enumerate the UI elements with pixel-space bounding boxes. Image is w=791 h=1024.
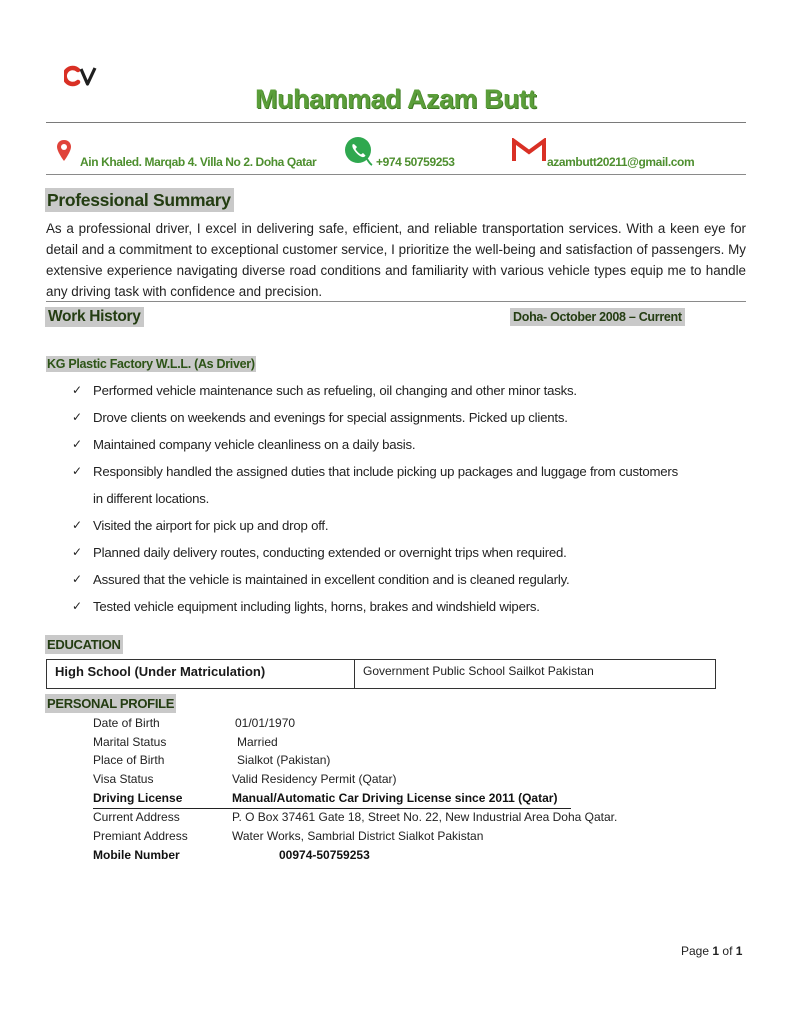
phone-icon: [343, 135, 375, 167]
page-number: Page 1 of 1: [681, 944, 743, 958]
checkmark-icon: ✓: [72, 410, 82, 424]
profile-row-dob: Date of Birth 01/01/1970: [93, 716, 296, 730]
duty-item: ✓ Performed vehicle maintenance such as refueling, oil changing and other minor tasks.: [72, 377, 752, 404]
duty-item: ✓ Assured that the vehicle is maintained in excellent condition and is cleaned regularly.: [72, 566, 752, 593]
profile-row-place-of-birth: Place of Birth Sialkot (Pakistan): [93, 753, 331, 768]
candidate-name: Muhammad Azam Butt: [254, 84, 536, 114]
checkmark-icon: ✓: [72, 464, 82, 478]
duty-item: ✓ Responsibly handled the assigned duties that include picking up packages and luggage from customers: [72, 458, 752, 485]
checkmark-icon: ✓: [72, 437, 82, 451]
work-history-heading: Work History: [45, 307, 144, 327]
education-institution: Government Public School Sailkot Pakistan: [363, 664, 594, 678]
gmail-icon: [512, 138, 546, 163]
duty-item: ✓ Drove clients on weekends and evenings for special assignments. Picked up clients.: [72, 404, 752, 431]
personal-profile-list: [93, 716, 618, 867]
duty-item-continuation: in different locations.: [93, 491, 210, 506]
profile-row-visa-status: Visa Status Valid Residency Permit (Qatar): [93, 772, 397, 787]
summary-divider: [46, 301, 746, 302]
profile-row-marital-status: Marital Status Married: [93, 734, 278, 749]
location-pin-icon: [56, 139, 72, 163]
contact-phone: +974 50759253: [376, 155, 455, 169]
work-date-range: Doha- October 2008 – Current: [510, 308, 685, 326]
duty-item: ✓ Tested vehicle equipment including lights, horns, brakes and windshield wipers.: [72, 593, 752, 620]
summary-heading: Professional Summary: [45, 188, 234, 212]
checkmark-icon: ✓: [72, 545, 82, 559]
contact-address: Ain Khaled. Marqab 4. Villa No 2. Doha Qatar: [80, 155, 317, 169]
checkmark-icon: ✓: [72, 572, 82, 586]
duties-list: [72, 377, 752, 620]
duty-item: ✓ Visited the airport for pick up and drop off.: [72, 512, 752, 539]
education-qualification: High School (Under Matriculation): [47, 660, 355, 688]
checkmark-icon: ✓: [72, 599, 82, 613]
profile-row-mobile-number: Mobile Number 00974-50759253: [93, 847, 370, 862]
duty-item: ✓ Maintained company vehicle cleanliness on a daily basis.: [72, 431, 752, 458]
contact-email[interactable]: azambutt20211@gmail.com: [547, 155, 695, 169]
duty-item: ✓ Planned daily delivery routes, conducting extended or overnight trips when required.: [72, 539, 752, 566]
education-heading: EDUCATION: [47, 637, 121, 652]
profile-row-driving-license: Driving License Manual/Automatic Car Driving License since 2011 (Qatar): [93, 791, 571, 809]
summary-text: As a professional driver, I excel in delivering safe, efficient, and reliable transportation services. With a keen eye for detail and a commitment to exceptional customer service, I prioritize the well-being and satisfaction of passengers. My extensive experience navigating diverse road conditions and familiarity with various vehicle types equip me to handle any driving task with confidence and precision.: [46, 221, 746, 299]
profile-row-permanent-address: Premiant Address Water Works, Sambrial District Sialkot Pakistan: [93, 829, 484, 844]
education-table: [46, 659, 716, 689]
checkmark-icon: ✓: [72, 518, 82, 532]
profile-row-current-address: Current Address P. O Box 37461 Gate 18, Street No. 22, New Industrial Area Doha Qatar.: [93, 810, 618, 825]
employer-title: KG Plastic Factory W.L.L. (As Driver): [47, 357, 255, 371]
contact-divider: [46, 174, 746, 175]
personal-profile-heading: PERSONAL PROFILE: [47, 696, 175, 711]
checkmark-icon: ✓: [72, 383, 82, 397]
header-divider: [46, 122, 746, 123]
